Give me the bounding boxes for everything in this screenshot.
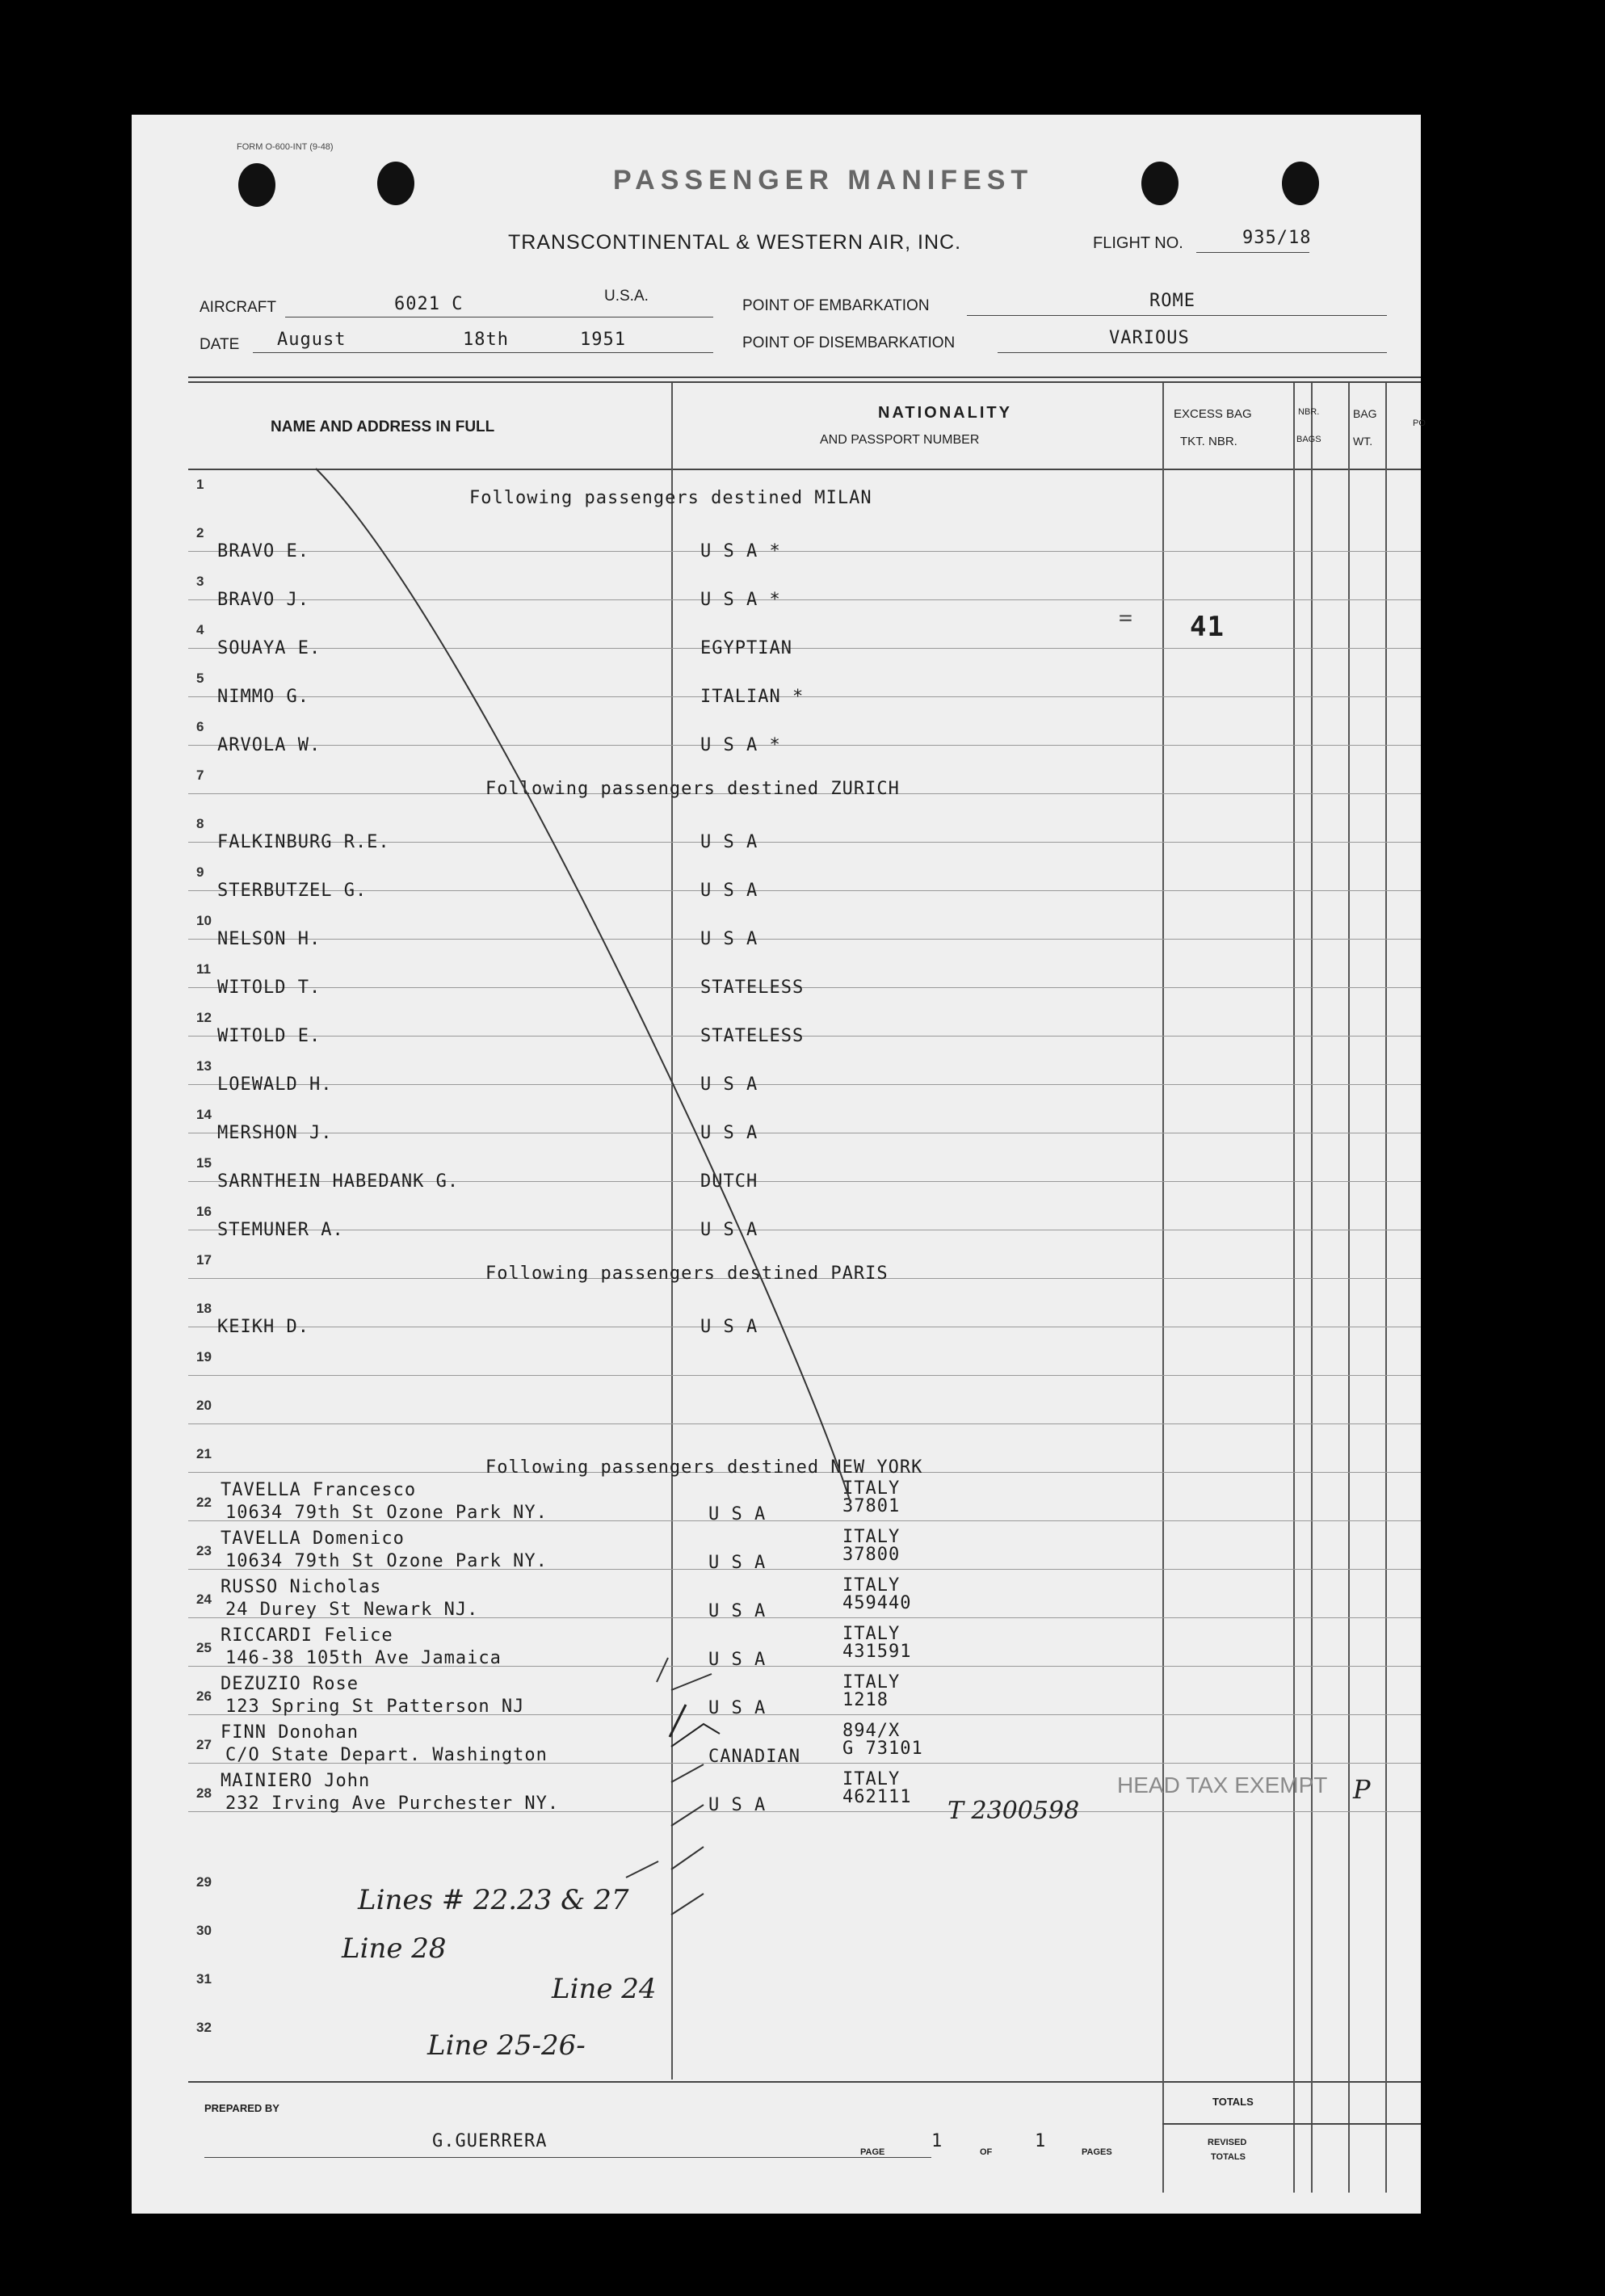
passport-number: 37801 (842, 1496, 901, 1516)
row-number: 1 (196, 477, 204, 492)
passport-number: 1218 (842, 1690, 889, 1710)
row-number: 14 (196, 1107, 212, 1122)
ditto-mark: = (1119, 604, 1133, 631)
page-label: PAGE (860, 2147, 885, 2157)
passenger-address: 232 Irving Ave Purchester NY. (225, 1793, 560, 1814)
passenger-nationality: U S A (708, 1650, 767, 1670)
row-number: 16 (196, 1204, 212, 1219)
prepared-by-value: G.GUERRERA (432, 2131, 548, 2151)
passport-country: ITALY (842, 1672, 901, 1693)
handwritten-note-4: Line 25-26- (427, 2029, 586, 2062)
passenger-nationality: STATELESS (700, 978, 805, 998)
row-number: 10 (196, 913, 212, 928)
passenger-name: STERBUTZEL G. (217, 881, 368, 901)
of-label: OF (980, 2147, 993, 2157)
row-number: 6 (196, 719, 204, 734)
passport-country: ITALY (842, 1478, 901, 1499)
row-number: 26 (196, 1688, 212, 1704)
row-number: 22 (196, 1495, 212, 1510)
passenger-name: TAVELLA Domenico (221, 1529, 405, 1549)
passenger-name: STEMUNER A. (217, 1220, 344, 1240)
row-number: 32 (196, 2020, 212, 2035)
page-title: PASSENGER MANIFEST (613, 165, 1034, 196)
passenger-nationality: U S A (708, 1553, 767, 1573)
passport-number: G 73101 (842, 1739, 923, 1759)
passenger-name: WITOLD T. (217, 978, 321, 998)
header-excess-1: EXCESS BAG (1174, 407, 1252, 421)
header-po: PO (1413, 418, 1426, 428)
passenger-nationality: U S A (700, 1317, 758, 1337)
row-number: 23 (196, 1543, 212, 1558)
handwritten-note-3: Line 24 (552, 1973, 657, 2005)
passport-country: ITALY (842, 1769, 901, 1789)
row-number: 9 (196, 864, 204, 880)
passenger-address: 24 Durey St Newark NJ. (225, 1600, 479, 1620)
passenger-name: NIMMO G. (217, 687, 309, 707)
passenger-nationality: ITALIAN * (700, 687, 805, 707)
revised-totals-2: TOTALS (1211, 2152, 1246, 2162)
row-number: 8 (196, 816, 204, 831)
row-number: 30 (196, 1923, 212, 1938)
passenger-nationality: U S A * (700, 541, 781, 561)
passenger-name: NELSON H. (217, 929, 321, 949)
passenger-nationality: EGYPTIAN (700, 638, 792, 658)
passenger-nationality: U S A * (700, 590, 781, 610)
embark-label: POINT OF EMBARKATION (742, 297, 930, 314)
header-bag-2: WT. (1353, 435, 1373, 448)
embark-value: ROME (1149, 291, 1195, 311)
manifest-page (132, 115, 1426, 2214)
pages-label: PAGES (1082, 2147, 1112, 2157)
passenger-name: WITOLD E. (217, 1026, 321, 1046)
aircraft-label: AIRCRAFT (200, 299, 276, 316)
passenger-name: MAINIERO John (221, 1771, 371, 1791)
canadian-number: T 2300598 (947, 1797, 1080, 1825)
passenger-nationality: STATELESS (700, 1026, 805, 1046)
section-heading: Following passengers destined NEW YORK (485, 1457, 923, 1478)
page-number: 1 (931, 2131, 943, 2151)
passenger-name: SARNTHEIN HABEDANK G. (217, 1171, 460, 1192)
section-heading: Following passengers destined ZURICH (485, 779, 900, 799)
passenger-nationality: U S A (700, 832, 758, 852)
prepared-by-label: PREPARED BY (204, 2102, 279, 2114)
row-number: 3 (196, 574, 204, 589)
row-number: 20 (196, 1398, 212, 1413)
excess-ticket-number: 41 (1190, 611, 1225, 643)
date-year: 1951 (580, 330, 626, 350)
passport-country: 894/X (842, 1721, 901, 1741)
passenger-nationality: U S A (708, 1504, 767, 1524)
airline-name: TRANSCONTINENTAL & WESTERN AIR, INC. (508, 231, 962, 254)
section-heading: Following passengers destined PARIS (485, 1264, 889, 1284)
header-nbr-1: NBR. (1298, 407, 1320, 417)
flight-label: FLIGHT NO. (1093, 234, 1183, 252)
totals-label: TOTALS (1212, 2096, 1254, 2108)
row-number: 25 (196, 1640, 212, 1655)
passport-number: 462111 (842, 1787, 912, 1807)
row-number: 15 (196, 1155, 212, 1171)
passenger-name: ARVOLA W. (217, 735, 321, 755)
passenger-name: DEZUZIO Rose (221, 1674, 359, 1694)
row-number: 2 (196, 525, 204, 540)
passport-country: ITALY (842, 1527, 901, 1547)
passenger-nationality: U S A (700, 1074, 758, 1095)
passenger-nationality: U S A (708, 1795, 767, 1815)
passenger-nationality: U S A (700, 1123, 758, 1143)
passenger-nationality: U S A (708, 1601, 767, 1621)
disembark-value: VARIOUS (1109, 328, 1190, 348)
passenger-name: RUSSO Nicholas (221, 1577, 382, 1597)
passenger-name: BRAVO E. (217, 541, 309, 561)
head-tax-mark: P (1353, 1774, 1371, 1805)
passport-number: 431591 (842, 1642, 912, 1662)
passenger-nationality: U S A (700, 929, 758, 949)
prepared-by-line (204, 2157, 931, 2158)
passenger-nationality: U S A (708, 1698, 767, 1718)
country-value: U.S.A. (604, 288, 649, 305)
header-passport: AND PASSPORT NUMBER (820, 433, 980, 447)
pencil-stroke (132, 115, 1421, 2214)
row-number: 27 (196, 1737, 212, 1752)
passenger-address: 10634 79th St Ozone Park NY. (225, 1551, 548, 1571)
row-number: 31 (196, 1971, 212, 1987)
totals-mid-rule (1162, 2123, 1421, 2125)
header-excess-2: TKT. NBR. (1180, 435, 1237, 448)
passport-number: 37800 (842, 1545, 901, 1565)
passenger-name: FINN Donohan (221, 1722, 359, 1743)
form-number: FORM O-600-INT (9-48) (237, 142, 334, 152)
row-number: 17 (196, 1252, 212, 1268)
row-number: 7 (196, 767, 204, 783)
passport-country: ITALY (842, 1575, 901, 1596)
passenger-name: TAVELLA Francesco (221, 1480, 417, 1500)
aircraft-value: 6021 C (394, 294, 464, 314)
row-number: 11 (196, 961, 211, 977)
passenger-nationality: CANADIAN (708, 1747, 800, 1767)
section-heading: Following passengers destined MILAN (469, 488, 872, 508)
header-nationality: NATIONALITY (878, 404, 1012, 422)
passenger-nationality: DUTCH (700, 1171, 758, 1192)
passenger-name: RICCARDI Felice (221, 1625, 393, 1646)
handwritten-note-2: Line 28 (342, 1932, 447, 1965)
row-number: 19 (196, 1349, 212, 1365)
passenger-nationality: U S A (700, 1220, 758, 1240)
pages-total: 1 (1035, 2131, 1047, 2151)
row-number: 13 (196, 1058, 212, 1074)
passenger-name: SOUAYA E. (217, 638, 321, 658)
header-name: NAME AND ADDRESS IN FULL (271, 418, 495, 435)
passenger-address: 146-38 105th Ave Jamaica (225, 1648, 502, 1668)
row-number: 24 (196, 1592, 212, 1607)
row-number: 4 (196, 622, 204, 637)
header-nbr-2: BAGS (1296, 435, 1321, 444)
passenger-name: KEIKH D. (217, 1317, 309, 1337)
date-label: DATE (200, 336, 240, 353)
passenger-name: BRAVO J. (217, 590, 309, 610)
row-number: 29 (196, 1874, 212, 1890)
passenger-address: 10634 79th St Ozone Park NY. (225, 1503, 548, 1523)
passenger-name: FALKINBURG R.E. (217, 832, 390, 852)
disembark-label: POINT OF DISEMBARKATION (742, 334, 956, 351)
row-number: 21 (196, 1446, 212, 1461)
passport-country: ITALY (842, 1624, 901, 1644)
passenger-nationality: U S A (700, 881, 758, 901)
handwritten-note-1: Lines # 22.23 & 27 (358, 1884, 629, 1916)
row-number: 12 (196, 1010, 212, 1025)
row-number: 18 (196, 1301, 212, 1316)
header-bag-1: BAG (1353, 407, 1377, 420)
flight-no-value: 935/18 (1242, 228, 1312, 248)
row-number: 5 (196, 671, 204, 686)
row-number: 28 (196, 1785, 212, 1801)
passenger-address: 123 Spring St Patterson NJ (225, 1697, 525, 1717)
date-month: August (277, 330, 347, 350)
revised-totals-1: REVISED (1208, 2138, 1247, 2147)
passenger-nationality: U S A * (700, 735, 781, 755)
head-tax-exempt: HEAD TAX EXEMPT (1117, 1772, 1328, 1798)
passenger-name: LOEWALD H. (217, 1074, 333, 1095)
date-day: 18th (463, 330, 509, 350)
passport-number: 459440 (842, 1593, 912, 1613)
passenger-name: MERSHON J. (217, 1123, 333, 1143)
passenger-address: C/O State Depart. Washington (225, 1745, 548, 1765)
